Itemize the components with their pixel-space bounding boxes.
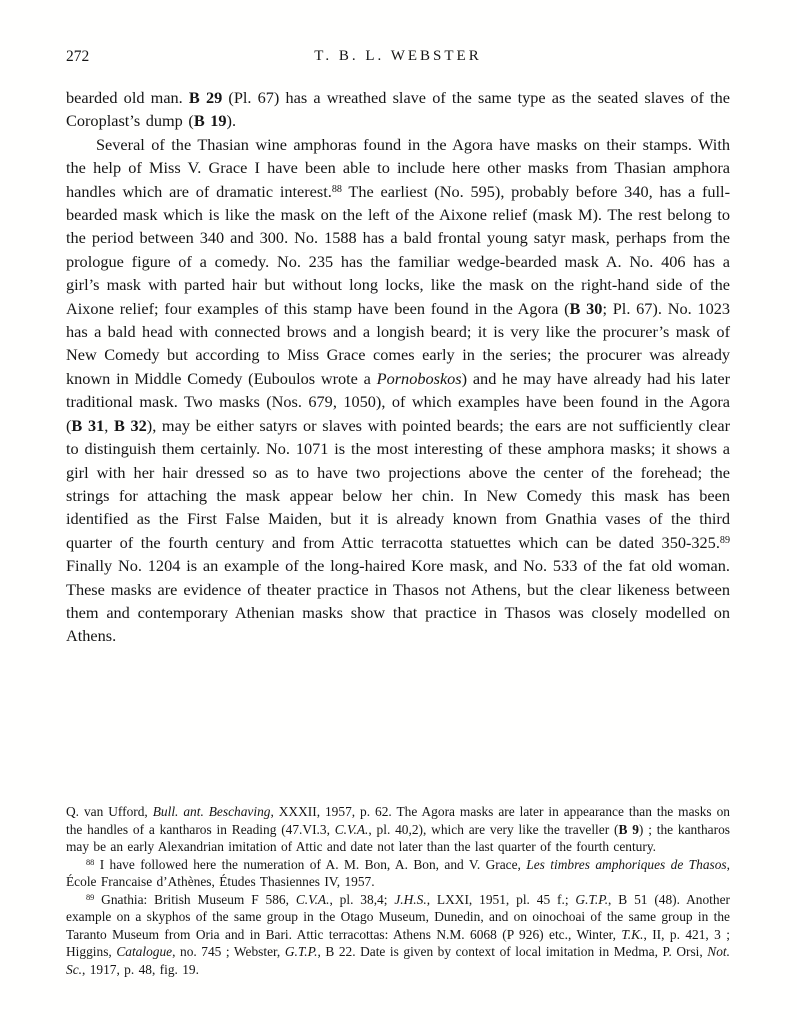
running-head: T. B. L. WEBSTER: [314, 48, 482, 64]
paragraph: Several of the Thasian wine amphoras found in the Agora have masks on their stamps. With the help of Miss V. Grace I have been able to include here other masks from Thasian amphora handles which are of dramatic interest.$^{88}$ The earliest (No. 595), probably before 340, has a full-bearded mask which is like the mask on the left of the Aixone relief (mask M). The rest belong to the period between 340 and 300. No. 1588 has a bald frontal young satyr mask, perhaps from the prologue figure of a comedy. No. 235 has the familiar wedge-bearded mask A. No. 406 has a girl’s mask with parted hair but without long locks, like the mask on the right-hand side of the Aixone relief; four examples of this stamp have been found in the Agora (B 30; Pl. 67). No. 1023 has a bald head with connected brows and a longish beard; it is very like the procurer’s mask of New Comedy but according to Miss Grace comes early in the series; the procurer was already known in Middle Comedy (Euboulos wrote a Pornoboskos) and he may have already had his later traditional mask. Two masks (Nos. 679, 1050), of which examples have been found in the Agora (B 31, B 32), may be either satyrs or slaves with pointed beards; the ears are not sufficiently clear to distinguish them certainly. No. 1071 is the most interesting of these amphora masks; it shows a girl with her hair dressed so as to have two projections above the center of the forehead; the strings for attaching the mask appear below her chin. In New Comedy this mask has been identified as the First False Maiden, but it is already known from Gnathia vases of the third quarter of the fourth century and from Attic terracotta statuettes which can be dated 350-325.89 Finally No. 1204 is an example of the long-haired Kore mask, and No. 533 of the fat old woman. These masks are evidence of theater practice in Thasos not Athens, but the clear likeness between them and contemporary Athenian masks show that practice in Thasos was closely modelled on Athens.: [66, 134, 731, 646]
paragraph-continuation: bearded old man. B 29 (Pl. 67) has a wreathed slave of the same type as the seated slaves of the Coroplast’s dump (B 19).: [66, 88, 730, 131]
footnote-89: $^{89}$ Gnathia: British Museum F 586, C.V.A., pl. 38,4; J.H.S., LXXI, 1951, pl. 45 f.; G.T.P., B 51 (48). Another example on a skyphos of the same group in the Otago Museum, Dunedin, and on oinochoai of the same group in the Taranto Museum from Oria and in Bari. Attic terracottas: Athens N.M. 6068 (P 926) etc., Winter, T.K., II, p. 421, 3 ; Higgins, Catalogue, no. 745 ; Webster, G.T.P., B 22. Date is given by context of local imitation in Medma, P. Orsi, Not. Sc., 1917, p. 48, fig. 19.: [66, 891, 730, 977]
page-number: 272: [66, 48, 90, 65]
footnote-section: [66, 803, 730, 978]
body-text: [66, 86, 730, 648]
footnote-88: $^{88}$ I have followed here the numeration of A. M. Bon, A. Bon, and V. Grace, Les timbres amphoriques de Thasos, École Francaise d’Athènes, Études Thasiennes IV, 1957.: [66, 856, 730, 889]
spacer: [66, 648, 730, 803]
footnote-continuation: Q. van Ufford, Bull. ant. Beschaving, XXXII, 1957, p. 62. The Agora masks are later in appearance than the masks on the handles of a kantharos in Reading (47.VI.3, C.V.A., pl. 40,2), which are very like the traveller (B 9) ; the kantharos may be an early Alexandrian imitation of Attic and date not later than the last quarter of the fourth century.: [66, 804, 730, 854]
page-header: [66, 48, 730, 70]
